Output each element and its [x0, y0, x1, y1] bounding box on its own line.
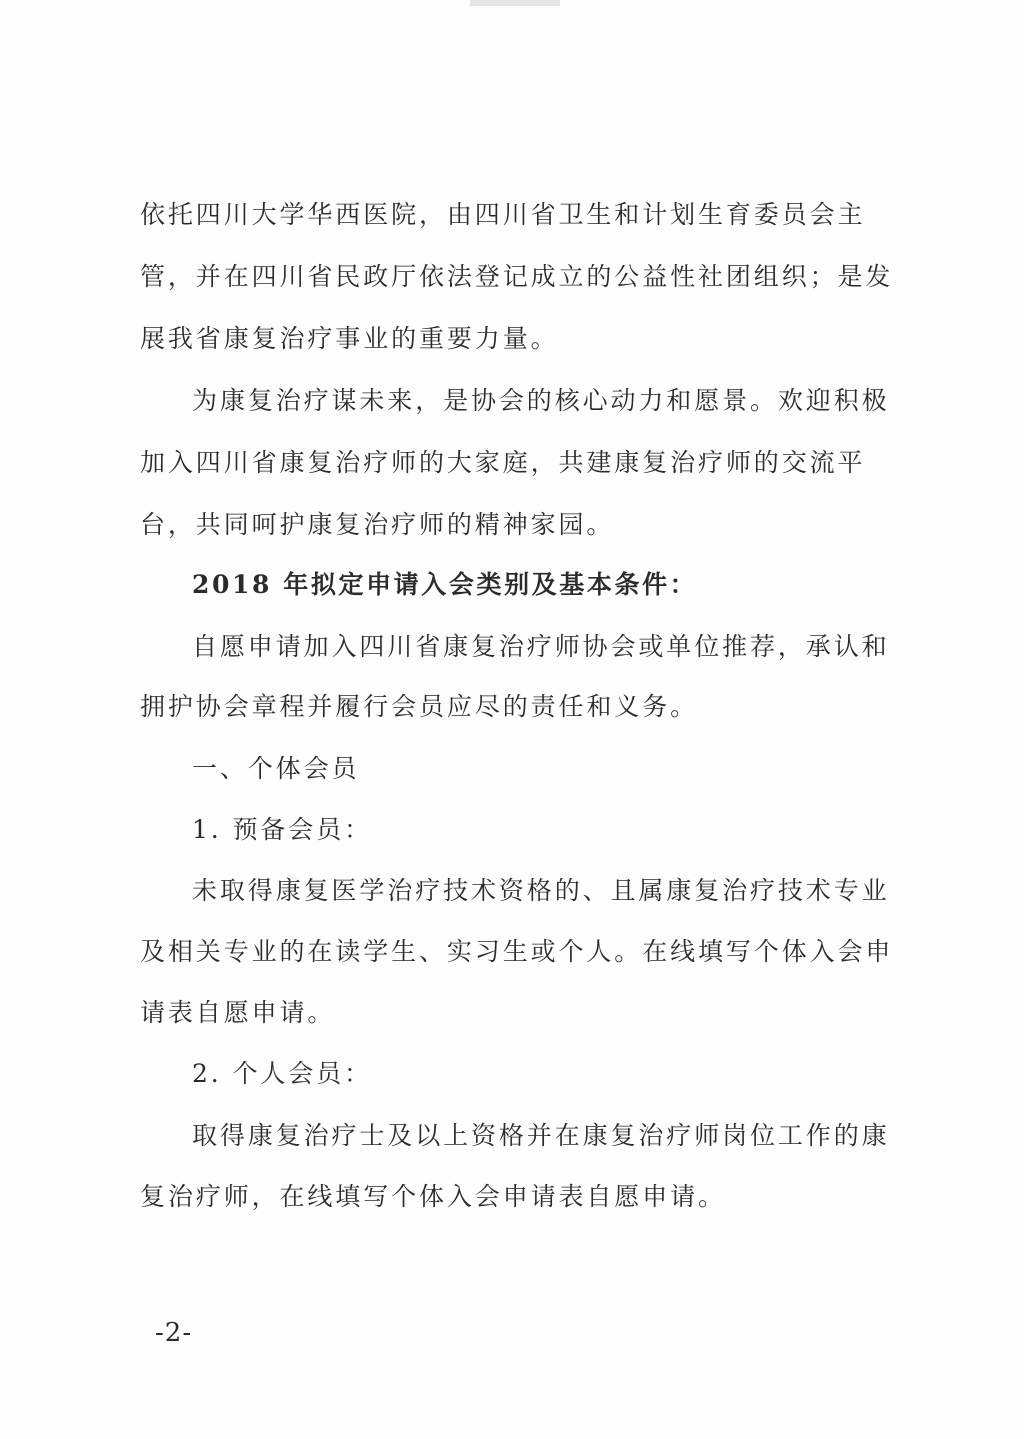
page-number: -2- — [155, 1318, 193, 1348]
paragraph-line: 台，共同呵护康复治疗师的精神家园。 — [140, 510, 615, 539]
subsection-title: 2. 个人会员： — [192, 1059, 372, 1088]
scan-artifact — [470, 0, 560, 6]
section-title: 一、个体会员 — [192, 754, 360, 783]
paragraph-line: 复治疗师，在线填写个体入会申请表自愿申请。 — [140, 1182, 726, 1211]
paragraph-line: 管，并在四川省民政厅依法登记成立的公益性社团组织；是发 — [140, 262, 894, 291]
subsection-title: 1. 预备会员： — [192, 815, 372, 844]
paragraph-line: 自愿申请加入四川省康复治疗师协会或单位推荐，承认和 — [192, 632, 890, 661]
paragraph-line: 请表自愿申请。 — [140, 998, 336, 1027]
paragraph-line: 展我省康复治疗事业的重要力量。 — [140, 324, 559, 353]
paragraph-line: 未取得康复医学治疗技术资格的、且属康复治疗技术专业 — [192, 876, 890, 905]
paragraph-line: 拥护协会章程并履行会员应尽的责任和义务。 — [140, 692, 699, 721]
paragraph-line: 依托四川大学华西医院，由四川省卫生和计划生育委员会主 — [140, 200, 866, 229]
section-heading: 2018 年拟定申请入会类别及基本条件： — [192, 570, 698, 599]
paragraph-line: 加入四川省康复治疗师的大家庭，共建康复治疗师的交流平 — [140, 448, 866, 477]
paragraph-line: 取得康复治疗士及以上资格并在康复治疗师岗位工作的康 — [192, 1121, 890, 1150]
paragraph-line: 为康复治疗谋未来，是协会的核心动力和愿景。欢迎积极 — [192, 386, 890, 415]
paragraph-line: 及相关专业的在读学生、实习生或个人。在线填写个体入会申 — [140, 937, 894, 966]
